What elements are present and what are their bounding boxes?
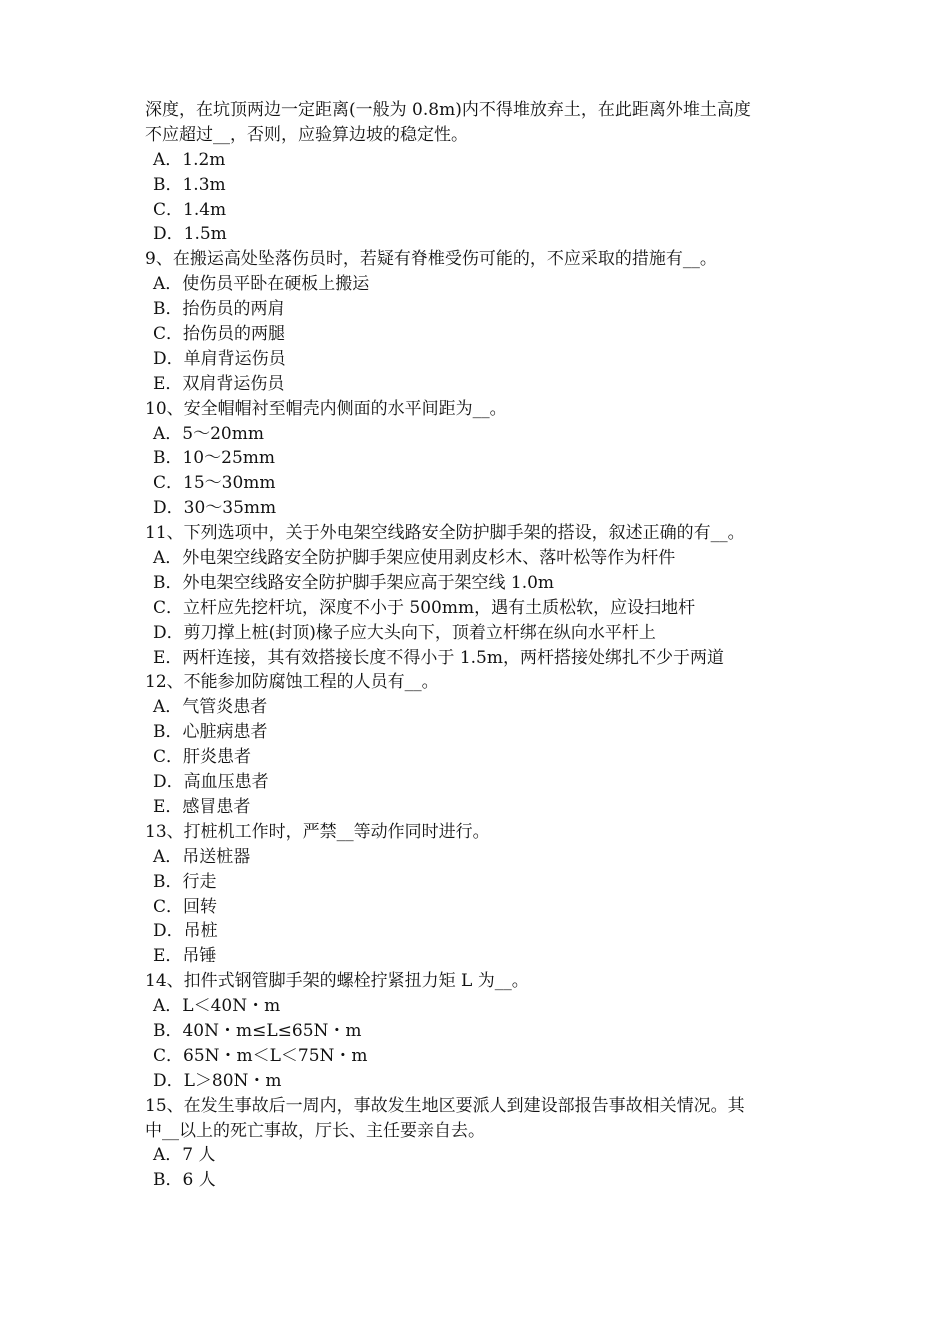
option-b: B．40N・m≤L≤65N・m — [153, 1020, 362, 1041]
option-c: C．65N・m＜L＜75N・m — [153, 1045, 368, 1066]
question-text-line: 9、在搬运高处坠落伤员时，若疑有脊椎受伤可能的，不应采取的措施有__。 — [145, 249, 717, 270]
option-b: B．抬伤员的两肩 — [153, 299, 285, 320]
option-a: A．吊送桩器 — [153, 846, 251, 867]
option-a: A．外电架空线路安全防护脚手架应使用剥皮杉木、落叶松等作为杆件 — [153, 548, 676, 569]
question-text-line: 15、在发生事故后一周内，事故发生地区要派人到建设部报告事故相关情况。其 — [145, 1095, 745, 1116]
question-10 — [145, 397, 825, 521]
option-c: C．回转 — [153, 896, 218, 917]
option-c: C．抬伤员的两腿 — [153, 324, 286, 345]
option-b: B．外电架空线路安全防护脚手架应高于架空线 1.0m — [153, 572, 555, 593]
option-b: B．10～25mm — [153, 448, 275, 469]
option-d: D．30～35mm — [153, 498, 277, 519]
option-a: A．使伤员平卧在硬板上搬运 — [153, 274, 370, 295]
question-12 — [145, 670, 825, 819]
question-text-line: 11、下列选项中，关于外电架空线路安全防护脚手架的搭设，叙述正确的有__。 — [145, 523, 745, 544]
question-text-line: 不应超过__，否则，应验算边坡的稳定性。 — [145, 124, 468, 145]
question-text-line: 中__以上的死亡事故，厅长、主任要亲自去。 — [145, 1120, 485, 1141]
option-c: C．肝炎患者 — [153, 747, 252, 768]
option-a: A．L＜40N・m — [153, 996, 281, 1017]
option-c: C．15～30mm — [153, 473, 276, 494]
option-e: E．两杆连接，其有效搭接长度不得小于 1.5m，两杆搭接处绑扎不少于两道 — [153, 647, 724, 668]
option-d: D．高血压患者 — [153, 772, 269, 793]
option-a: A．1.2m — [153, 149, 226, 170]
option-a: A．7 人 — [153, 1145, 216, 1166]
option-b: B．心脏病患者 — [153, 722, 268, 743]
option-d: D．剪刀撑上桩(封顶)椽子应大头向下，顶着立杆绑在纵向水平杆上 — [153, 622, 656, 643]
question-11 — [145, 521, 825, 670]
question-text-line: 10、安全帽帽衬至帽壳内侧面的水平间距为__。 — [145, 398, 507, 419]
question-text-line: 12、不能参加防腐蚀工程的人员有__。 — [145, 672, 439, 693]
option-b: B．行走 — [153, 871, 217, 892]
option-e: E．双肩背运伤员 — [153, 373, 285, 394]
option-d: D．吊桩 — [153, 921, 218, 942]
option-a: A．气管炎患者 — [153, 697, 268, 718]
option-e: E．吊锤 — [153, 946, 217, 967]
question-text-line: 深度，在坑顶两边一定距离(一般为 0.8m)内不得堆放弃土，在此距离外堆土高度 — [145, 100, 751, 120]
question-intro — [145, 98, 825, 247]
option-c: C．立杆应先挖杆坑，深度不小于 500mm，遇有土质松软，应设扫地杆 — [153, 597, 696, 618]
option-d: D．1.5m — [153, 224, 227, 245]
option-d: D．单肩背运伤员 — [153, 348, 286, 369]
question-15 — [145, 1094, 825, 1194]
option-e: E．感冒患者 — [153, 796, 251, 817]
question-9 — [145, 247, 825, 396]
question-text-line: 14、扣件式钢管脚手架的螺栓拧紧扭力矩 L 为__。 — [145, 971, 529, 992]
question-13 — [145, 820, 825, 969]
option-d: D．L＞80N・m — [153, 1070, 282, 1091]
question-list — [145, 98, 825, 1193]
option-a: A．5～20mm — [153, 423, 264, 444]
option-b: B．6 人 — [153, 1170, 216, 1191]
option-c: C．1.4m — [153, 199, 227, 220]
question-text-line: 13、打桩机工作时，严禁__等动作同时进行。 — [145, 821, 490, 842]
option-b: B．1.3m — [153, 174, 226, 195]
question-14 — [145, 969, 825, 1093]
